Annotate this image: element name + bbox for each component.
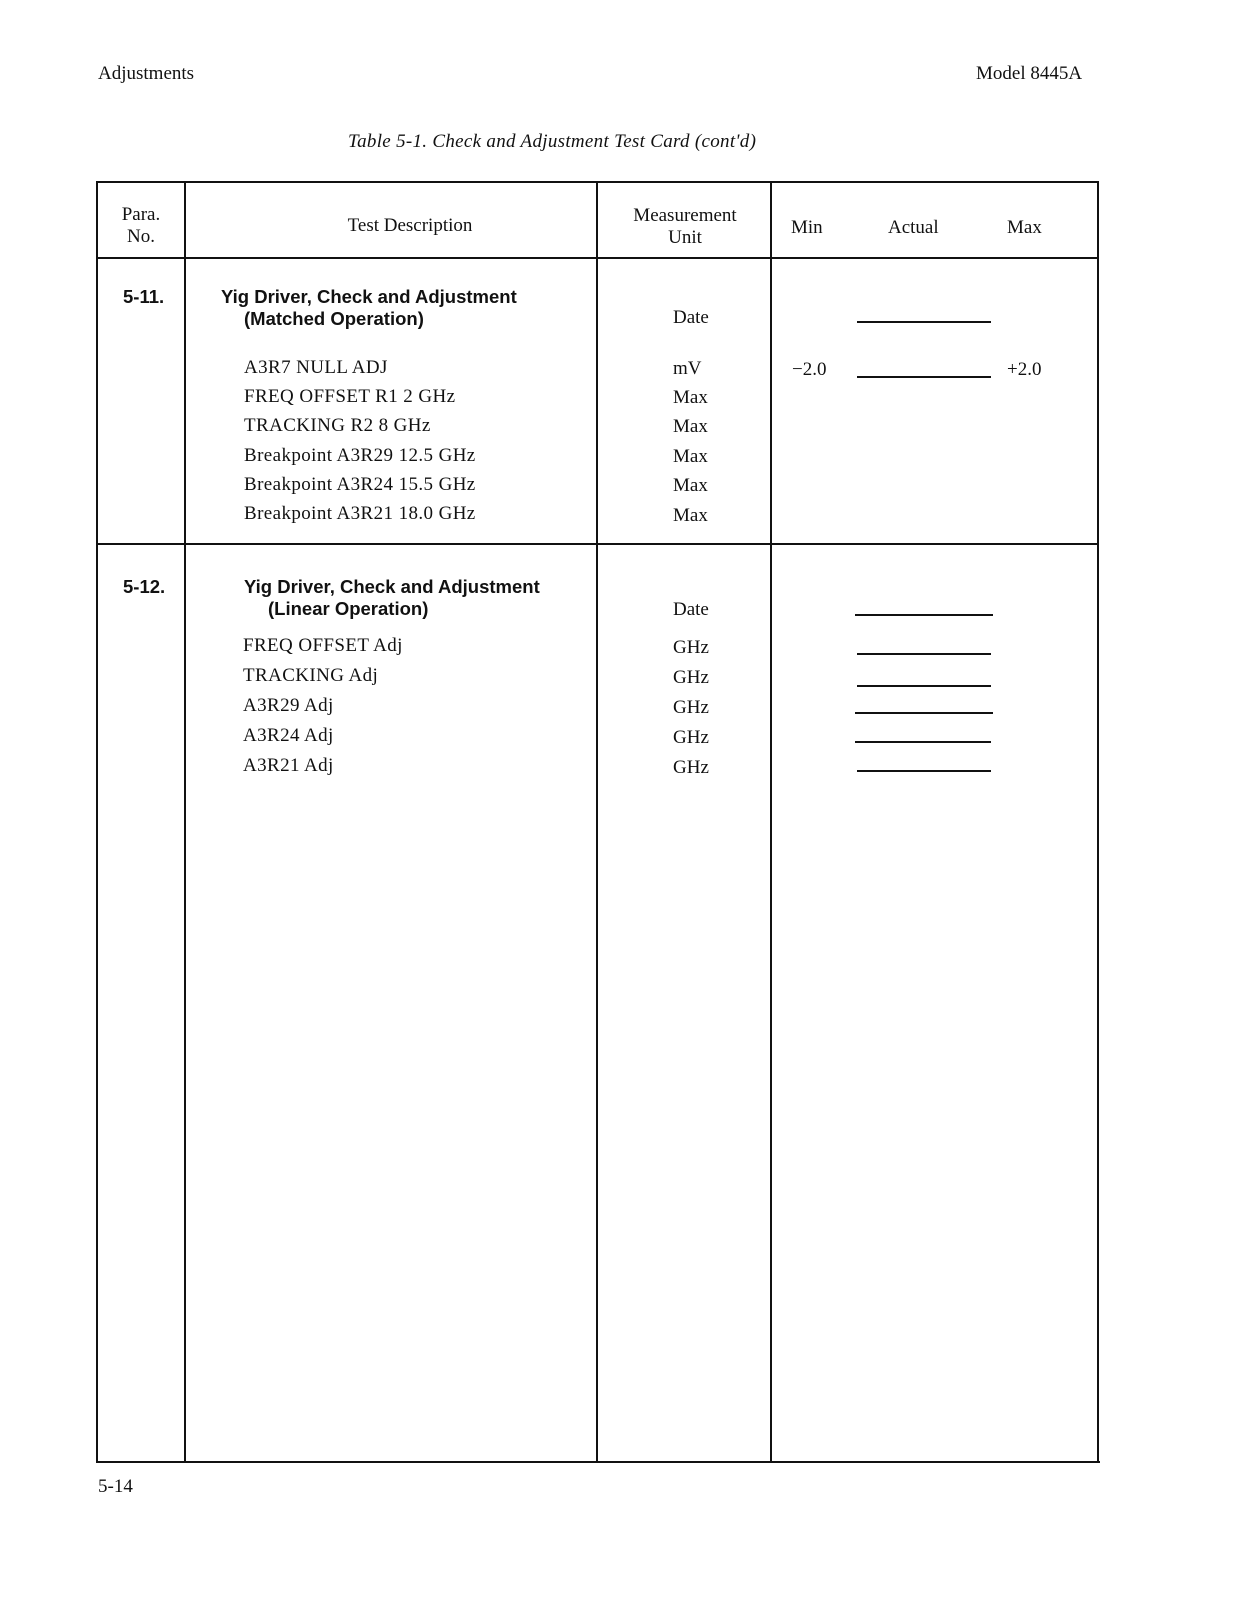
header-para-line1: Para. [121, 204, 161, 225]
header-unit-line2: Unit [668, 227, 702, 248]
header-para-no [98, 204, 184, 248]
actual-entry-blank[interactable] [857, 376, 991, 378]
test-description: A3R7 NULL ADJ [244, 357, 388, 378]
date-label: Date [673, 307, 709, 328]
test-description: Breakpoint A3R29 12.5 GHz [244, 445, 476, 466]
test-description: A3R29 Adj [243, 695, 334, 716]
test-description: FREQ OFFSET R1 2 GHz [244, 386, 456, 407]
column-divider-para [184, 181, 186, 1462]
test-description: TRACKING R2 8 GHz [244, 415, 431, 436]
header-divider [96, 257, 1099, 259]
measurement-unit: Max [673, 387, 708, 408]
measurement-unit: Max [673, 416, 708, 437]
header-actual: Actual [888, 217, 939, 238]
table-caption: Table 5-1. Check and Adjustment Test Card (cont'd) [348, 131, 757, 152]
actual-entry-blank[interactable] [857, 653, 991, 655]
date-entry-blank[interactable] [857, 321, 991, 323]
table-left-border [96, 181, 98, 1463]
measurement-unit: GHz [673, 667, 709, 688]
header-measurement-unit [598, 205, 772, 249]
measurement-unit: GHz [673, 757, 709, 778]
header-para-line2: No. [127, 226, 155, 247]
test-description: A3R24 Adj [243, 725, 334, 746]
test-description: TRACKING Adj [243, 665, 379, 686]
actual-entry-blank[interactable] [855, 741, 991, 743]
actual-entry-blank[interactable] [857, 770, 991, 772]
test-description: FREQ OFFSET Adj [243, 635, 403, 656]
date-label: Date [673, 599, 709, 620]
header-max: Max [1007, 217, 1042, 238]
column-divider-unit [770, 181, 772, 1462]
test-description: Breakpoint A3R24 15.5 GHz [244, 474, 476, 495]
measurement-unit: mV [673, 358, 702, 379]
measurement-unit: GHz [673, 727, 709, 748]
actual-entry-blank[interactable] [855, 712, 993, 714]
measurement-unit: Max [673, 475, 708, 496]
section-title: Yig Driver, Check and Adjustment [221, 286, 517, 307]
section-header: Adjustments [98, 63, 195, 84]
section-subtitle: (Matched Operation) [244, 308, 424, 329]
section-subtitle: (Linear Operation) [268, 598, 429, 619]
measurement-unit: Max [673, 446, 708, 467]
actual-entry-blank[interactable] [857, 685, 991, 687]
table-bottom-border [96, 1461, 1100, 1463]
para-number: 5-11. [123, 286, 165, 307]
max-value: +2.0 [1007, 359, 1042, 380]
section-title: Yig Driver, Check and Adjustment [244, 576, 540, 597]
header-min: Min [791, 217, 823, 238]
header-unit-line1: Measurement [633, 205, 737, 226]
model-header: Model 8445A [976, 63, 1083, 84]
measurement-unit: GHz [673, 697, 709, 718]
test-description: A3R21 Adj [243, 755, 334, 776]
header-test-description: Test Description [347, 215, 473, 236]
table-right-border [1097, 181, 1099, 1463]
para-number: 5-12. [123, 576, 166, 597]
section-divider [96, 543, 1099, 545]
test-description: Breakpoint A3R21 18.0 GHz [244, 503, 476, 524]
measurement-unit: Max [673, 505, 708, 526]
measurement-unit: GHz [673, 637, 709, 658]
column-divider-description [596, 181, 598, 1462]
min-value: −2.0 [792, 359, 827, 380]
date-entry-blank[interactable] [855, 614, 993, 616]
page-number: 5-14 [98, 1476, 133, 1497]
